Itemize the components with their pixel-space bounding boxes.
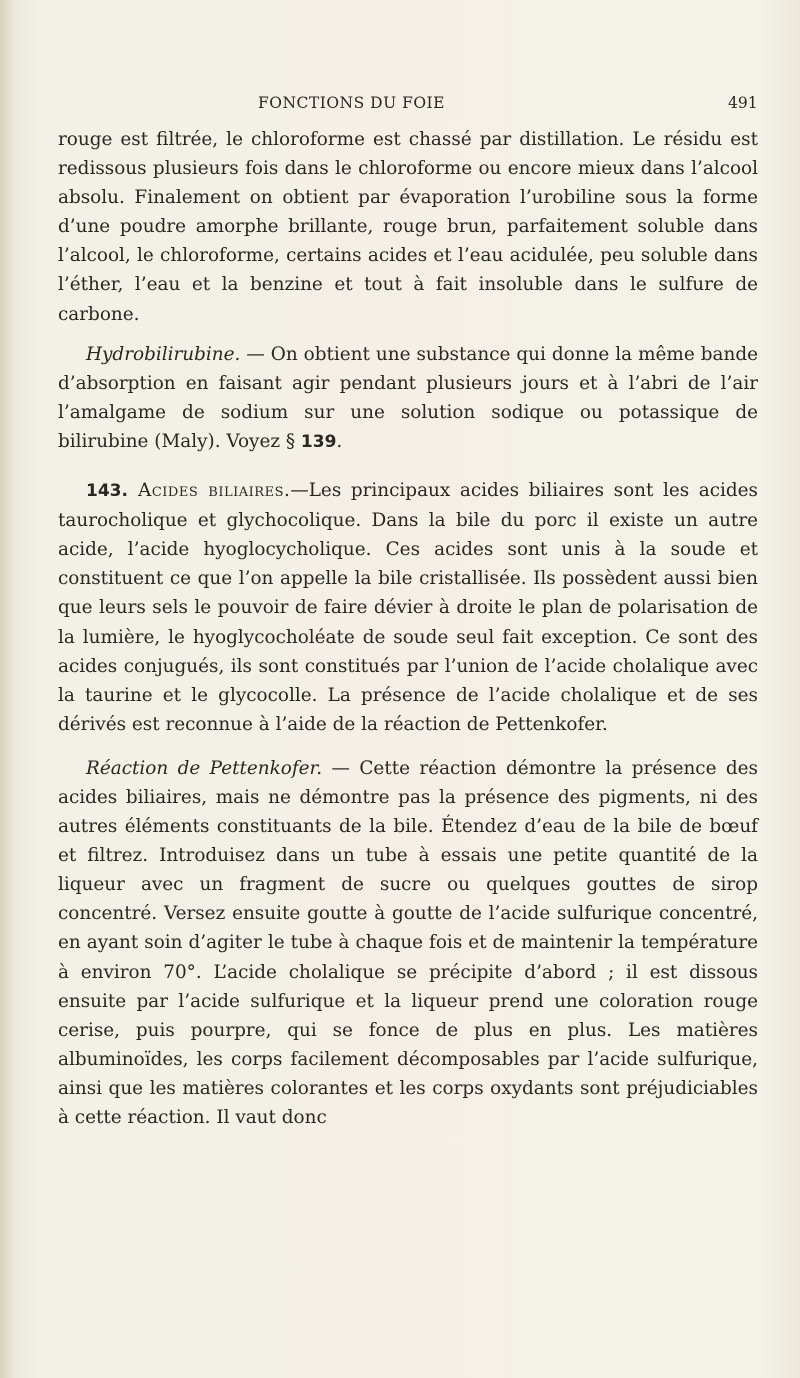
page-header — [0, 94, 800, 116]
paragraph-urobiline: rouge est filtrée, le chloroforme est chassé par distillation. Le résidu est redissous plusieurs fois dans le chloroforme ou encore mieux dans l’alcool absolu. Finalement on obtient par évaporation l’urobiline sous la forme d’une poudre amorphe brillante, rouge brun, parfaitement soluble dans l’alcool, le chloroforme, certains acides et l’eau acidulée, peu soluble dans l’éther, l’eau et la benzine et tout à fait insoluble dans le sulfure de carbone. — [58, 129, 758, 325]
page-binding-shadow — [0, 0, 14, 1378]
paragraph-pettenkofer: Réaction de Pettenkofer. — Cette réaction démontre la présence des acides biliaires, mais ne démontre pas la présence des pigments, ni des autres éléments constituants de la bile. Étendez d’eau de la bile de bœuf et filtrez. Introduisez dans un tube à essais une petite quantité de la liqueur avec un fragment de sucre ou quelques gouttes de sirop concentré. Versez ensuite goutte à goutte de l’acide sulfurique concentré, en ayant soin d’agiter le tube à chaque fois et de maintenir la température à environ 70°. L’acide cholalique se précipite d’abord ; il est dissous ensuite par l’acide sulfurique et la liqueur prend une coloration rouge cerise, puis pourpre, qui se fonce de plus en plus. Les matières albuminoïdes, les corps facilement décomposables par l’acide sulfurique, ainsi que les matières colorantes et les corps oxydants sont préjudiciables à cette réaction. Il vaut donc — [58, 757, 758, 1128]
running-title: FONCTIONS DU FOIE — [258, 94, 445, 112]
subtitle-pettenkofer: Réaction de Pettenkofer. — [86, 757, 323, 779]
paragraph-hydrobilirubine: Hydrobilirubine. — On obtient une substance qui donne la même bande d’absorption en faisant agir pendant plusieurs jours et à l’abri de l’air l’amalgame de sodium sur une solution sodique ou potassique de bilirubine (Maly). Voyez § 139. — [58, 343, 758, 452]
page-number: 491 — [728, 94, 758, 112]
paragraph-acides-biliaires: 143. Acides biliaires.—Les principaux acides biliaires sont les acides taurocholique et glychocolique. Dans la bile du porc il existe un autre acide, l’acide hyoglocycholique. Ces acides sont unis à la soude et constituent ce que l’on appelle la bile cristallisée. Ils possèdent aussi bien que leurs sels le pouvoir de faire dévier à droite le plan de polarisation de la lumière, le hyoglycocholéate de soude seul fait exception. Ce sont des acides conjugués, ils sont constitués par l’union de l’acide cholalique avec la taurine et le glycocolle. La présence de l’acide cholalique et de ses dérivés est reconnue à l’aide de la réaction de Pettenkofer. — [58, 480, 758, 735]
subtitle-hydrobilirubine: Hydrobilirubine. — [86, 343, 241, 365]
section-number: 143. — [86, 481, 128, 502]
body-text — [58, 125, 758, 1132]
section-reference: 139 — [300, 431, 337, 452]
section-title: Acides biliaires. — [127, 480, 291, 502]
